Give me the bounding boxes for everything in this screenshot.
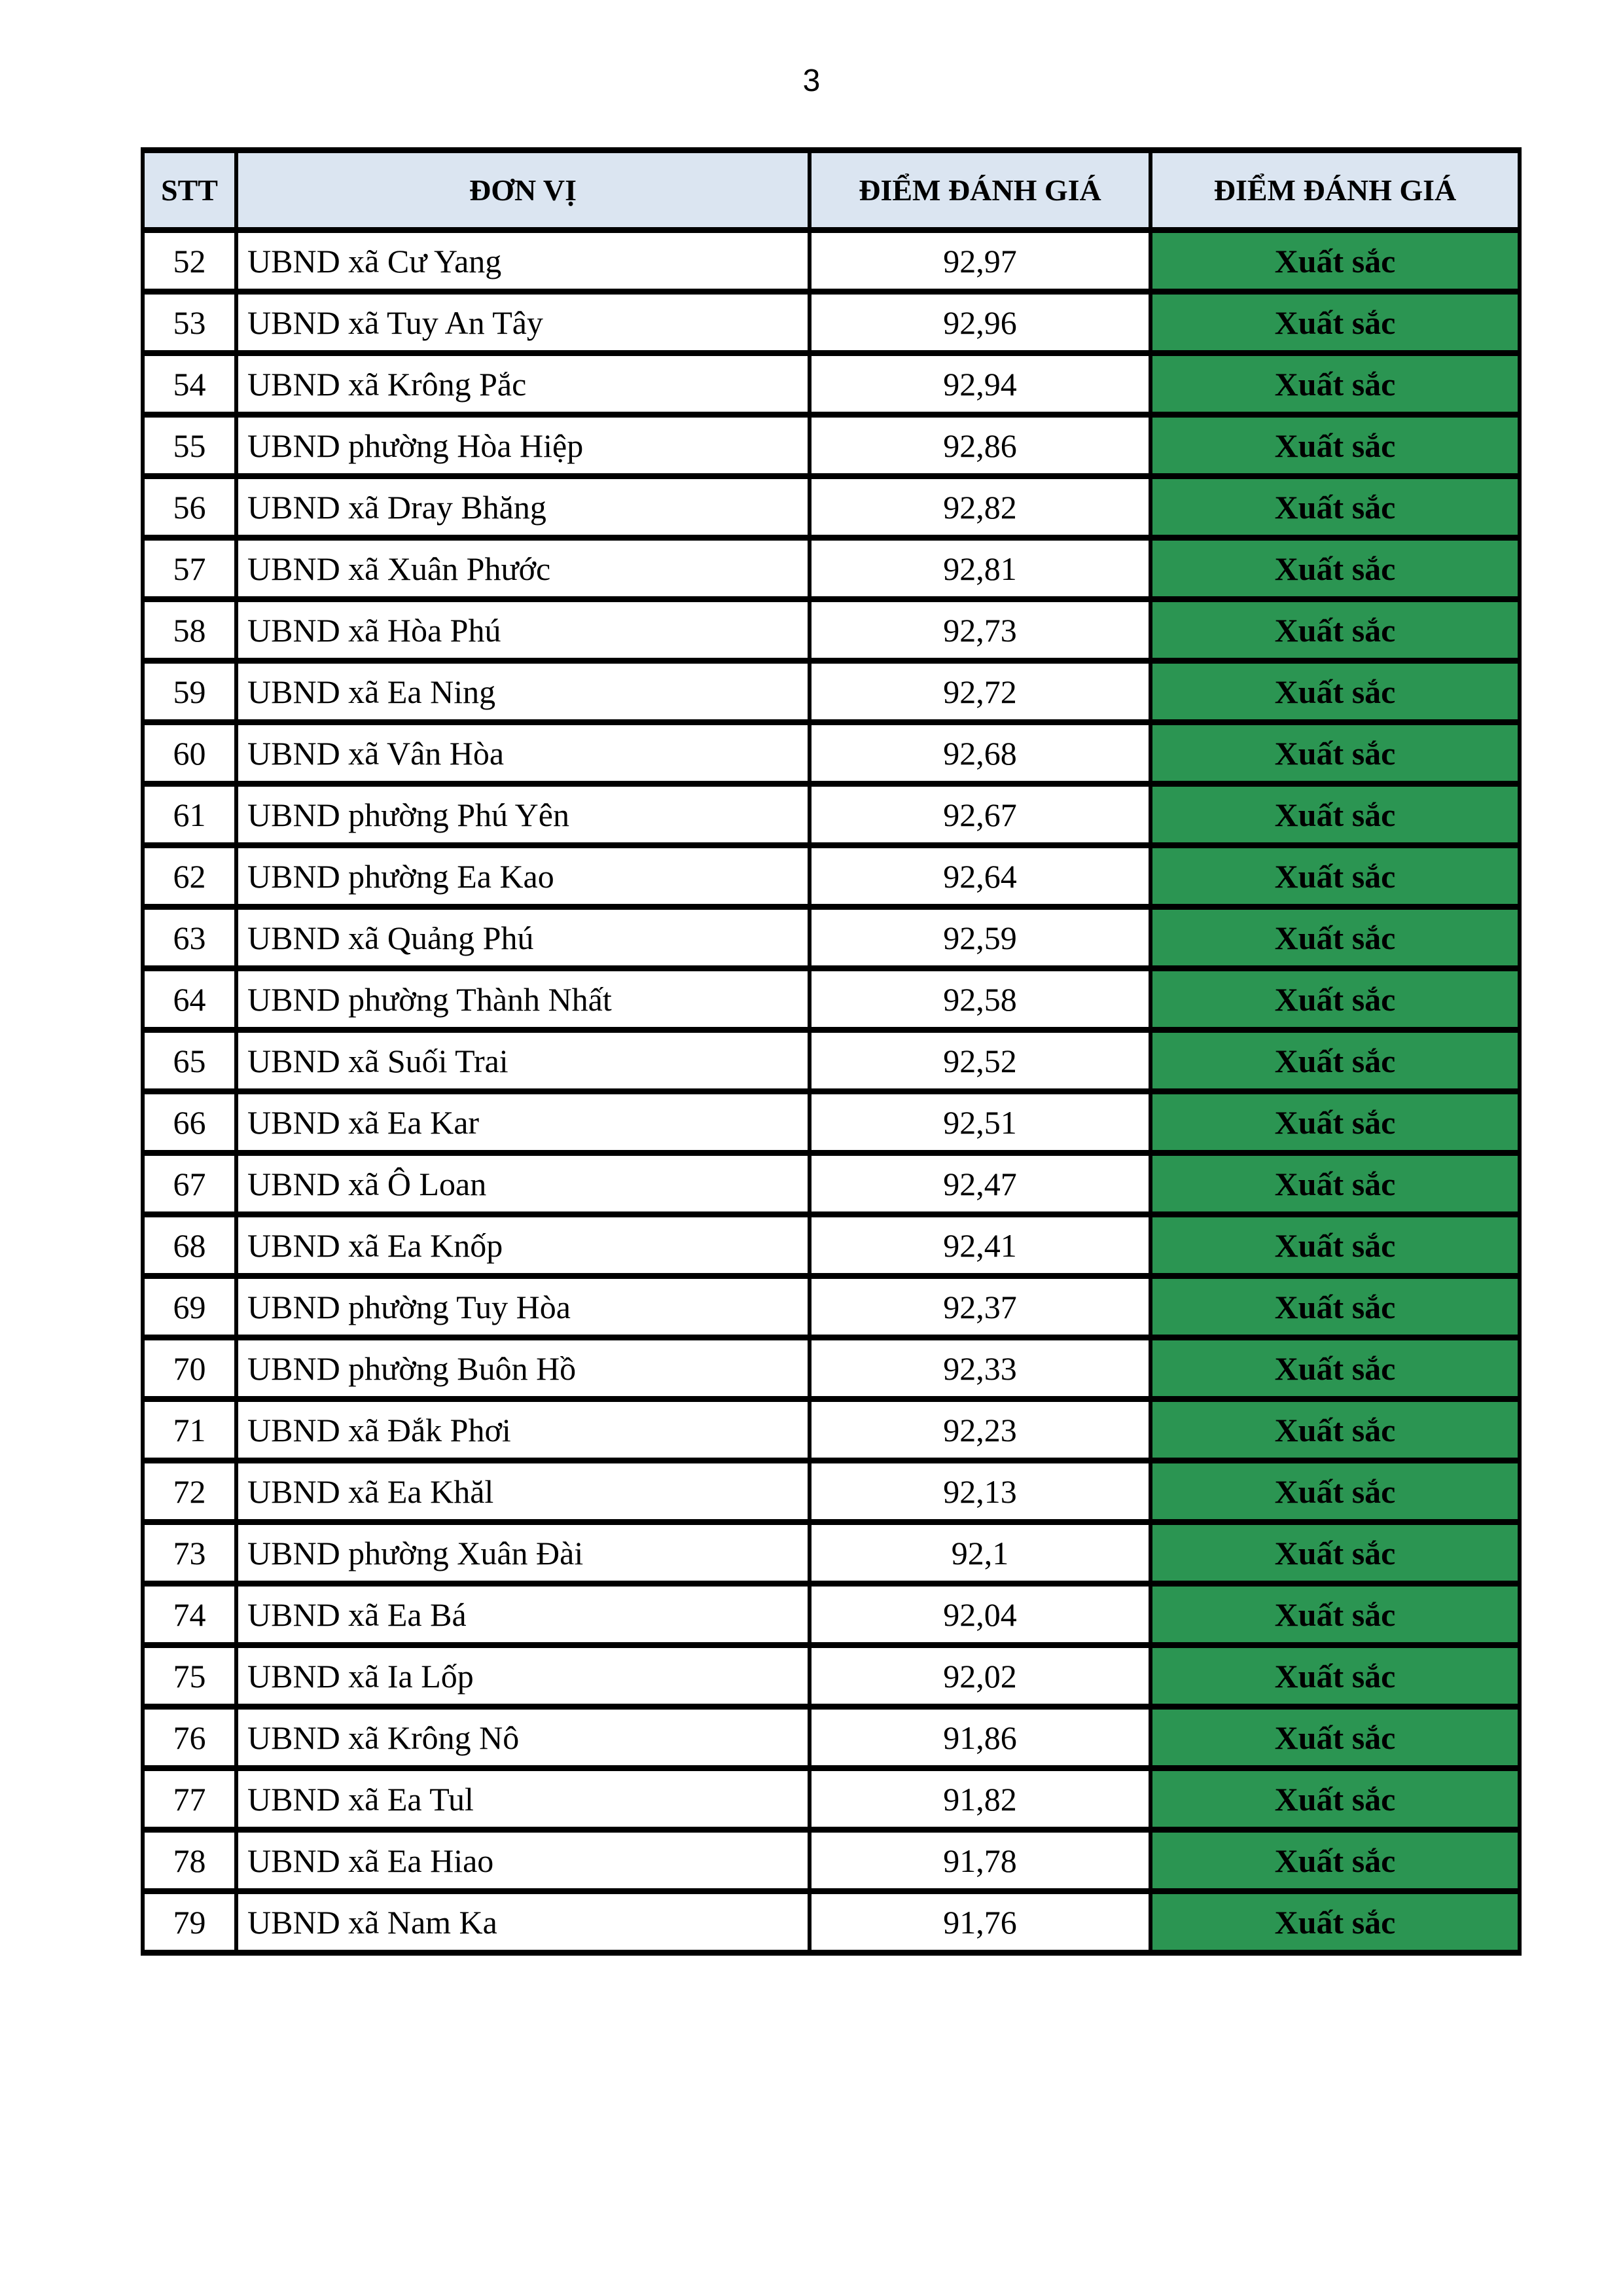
table-row [143,600,1520,661]
cell-diem: 92,72 [810,661,1150,723]
cell-xep-loai: Xuất sắc [1150,846,1520,907]
cell-diem: 92,68 [810,723,1150,784]
cell-diem: 92,67 [810,784,1150,846]
cell-don-vi: UBND phường Buôn Hồ [236,1338,810,1399]
table-row [143,1707,1520,1768]
cell-stt: 76 [143,1707,236,1768]
cell-diem: 92,23 [810,1399,1150,1461]
cell-don-vi: UBND xã Suối Trai [236,1030,810,1092]
cell-stt: 70 [143,1338,236,1399]
cell-stt: 63 [143,907,236,969]
cell-stt: 79 [143,1892,236,1953]
table-row [143,538,1520,600]
cell-xep-loai: Xuất sắc [1150,415,1520,476]
cell-don-vi: UBND xã Quảng Phú [236,907,810,969]
cell-don-vi: UBND phường Ea Kao [236,846,810,907]
cell-don-vi: UBND xã Ia Lốp [236,1645,810,1707]
cell-xep-loai: Xuất sắc [1150,661,1520,723]
cell-stt: 54 [143,353,236,415]
cell-don-vi: UBND xã Krông Pắc [236,353,810,415]
table-row [143,1645,1520,1707]
cell-diem: 92,13 [810,1461,1150,1522]
cell-xep-loai: Xuất sắc [1150,1892,1520,1953]
cell-stt: 59 [143,661,236,723]
cell-stt: 68 [143,1215,236,1276]
cell-xep-loai: Xuất sắc [1150,723,1520,784]
cell-don-vi: UBND phường Tuy Hòa [236,1276,810,1338]
table-row [143,1399,1520,1461]
cell-xep-loai: Xuất sắc [1150,1399,1520,1461]
cell-xep-loai: Xuất sắc [1150,476,1520,538]
cell-don-vi: UBND xã Dray Bhăng [236,476,810,538]
column-header-stt: STT [143,151,236,230]
cell-stt: 72 [143,1461,236,1522]
cell-don-vi: UBND xã Ô Loan [236,1153,810,1215]
cell-don-vi: UBND phường Thành Nhất [236,969,810,1030]
table-row [143,846,1520,907]
cell-xep-loai: Xuất sắc [1150,1707,1520,1768]
cell-xep-loai: Xuất sắc [1150,292,1520,353]
cell-don-vi: UBND phường Phú Yên [236,784,810,846]
cell-diem: 92,64 [810,846,1150,907]
cell-xep-loai: Xuất sắc [1150,1645,1520,1707]
ranking-table [141,147,1522,1956]
cell-don-vi: UBND xã Ea Ning [236,661,810,723]
cell-stt: 65 [143,1030,236,1092]
column-header-don-vi: ĐƠN VỊ [236,151,810,230]
cell-don-vi: UBND xã Tuy An Tây [236,292,810,353]
cell-xep-loai: Xuất sắc [1150,1768,1520,1830]
cell-diem: 92,47 [810,1153,1150,1215]
cell-xep-loai: Xuất sắc [1150,1584,1520,1645]
cell-stt: 78 [143,1830,236,1892]
cell-xep-loai: Xuất sắc [1150,1030,1520,1092]
table-row [143,661,1520,723]
cell-stt: 52 [143,230,236,292]
cell-diem: 92,52 [810,1030,1150,1092]
cell-diem: 92,02 [810,1645,1150,1707]
cell-diem: 91,78 [810,1830,1150,1892]
cell-xep-loai: Xuất sắc [1150,1153,1520,1215]
cell-don-vi: UBND xã Ea Hiao [236,1830,810,1892]
cell-stt: 58 [143,600,236,661]
cell-xep-loai: Xuất sắc [1150,907,1520,969]
page-number: 3 [802,63,821,98]
cell-xep-loai: Xuất sắc [1150,1276,1520,1338]
cell-stt: 74 [143,1584,236,1645]
cell-don-vi: UBND xã Ea Bá [236,1584,810,1645]
cell-diem: 92,59 [810,907,1150,969]
cell-stt: 62 [143,846,236,907]
cell-don-vi: UBND xã Ea Tul [236,1768,810,1830]
cell-xep-loai: Xuất sắc [1150,538,1520,600]
cell-don-vi: UBND xã Krông Nô [236,1707,810,1768]
cell-don-vi: UBND xã Ea Khăl [236,1461,810,1522]
table-row [143,907,1520,969]
cell-don-vi: UBND xã Hòa Phú [236,600,810,661]
cell-diem: 92,82 [810,476,1150,538]
table-row [143,1522,1520,1584]
cell-xep-loai: Xuất sắc [1150,1215,1520,1276]
cell-diem: 92,81 [810,538,1150,600]
table-row [143,1768,1520,1830]
cell-diem: 92,37 [810,1276,1150,1338]
table-row [143,230,1520,292]
column-header-xep-loai: ĐIỂM ĐÁNH GIÁ [1150,151,1520,230]
cell-diem: 92,58 [810,969,1150,1030]
cell-xep-loai: Xuất sắc [1150,1461,1520,1522]
table-row [143,1338,1520,1399]
table-row [143,1215,1520,1276]
cell-stt: 75 [143,1645,236,1707]
table-row [143,415,1520,476]
cell-xep-loai: Xuất sắc [1150,1830,1520,1892]
cell-stt: 77 [143,1768,236,1830]
cell-diem: 92,33 [810,1338,1150,1399]
table-row [143,1276,1520,1338]
table-row [143,1584,1520,1645]
cell-diem: 92,04 [810,1584,1150,1645]
cell-stt: 53 [143,292,236,353]
cell-don-vi: UBND phường Hòa Hiệp [236,415,810,476]
cell-don-vi: UBND xã Xuân Phước [236,538,810,600]
table-row [143,292,1520,353]
cell-diem: 92,96 [810,292,1150,353]
cell-diem: 91,82 [810,1768,1150,1830]
cell-don-vi: UBND xã Vân Hòa [236,723,810,784]
cell-stt: 71 [143,1399,236,1461]
cell-diem: 92,1 [810,1522,1150,1584]
table-row [143,1461,1520,1522]
cell-diem: 92,41 [810,1215,1150,1276]
table-header [143,151,1520,230]
cell-stt: 61 [143,784,236,846]
cell-xep-loai: Xuất sắc [1150,600,1520,661]
cell-stt: 55 [143,415,236,476]
cell-stt: 60 [143,723,236,784]
cell-xep-loai: Xuất sắc [1150,1092,1520,1153]
header-row [143,151,1520,230]
cell-stt: 57 [143,538,236,600]
cell-diem: 91,86 [810,1707,1150,1768]
table-row [143,723,1520,784]
cell-stt: 56 [143,476,236,538]
cell-don-vi: UBND xã Đắk Phơi [236,1399,810,1461]
cell-don-vi: UBND phường Xuân Đài [236,1522,810,1584]
table-body [143,230,1520,1953]
cell-don-vi: UBND xã Cư Yang [236,230,810,292]
table-row [143,1830,1520,1892]
cell-diem: 92,51 [810,1092,1150,1153]
cell-xep-loai: Xuất sắc [1150,1522,1520,1584]
table-row [143,969,1520,1030]
table-row [143,1092,1520,1153]
cell-stt: 67 [143,1153,236,1215]
cell-don-vi: UBND xã Nam Ka [236,1892,810,1953]
cell-stt: 69 [143,1276,236,1338]
column-header-diem-danh-gia: ĐIỂM ĐÁNH GIÁ [810,151,1150,230]
cell-stt: 73 [143,1522,236,1584]
cell-xep-loai: Xuất sắc [1150,969,1520,1030]
cell-xep-loai: Xuất sắc [1150,1338,1520,1399]
cell-xep-loai: Xuất sắc [1150,353,1520,415]
table-row [143,784,1520,846]
table-row [143,1153,1520,1215]
cell-diem: 92,86 [810,415,1150,476]
cell-diem: 91,76 [810,1892,1150,1953]
cell-diem: 92,97 [810,230,1150,292]
cell-don-vi: UBND xã Ea Knốp [236,1215,810,1276]
cell-diem: 92,73 [810,600,1150,661]
cell-stt: 66 [143,1092,236,1153]
cell-xep-loai: Xuất sắc [1150,230,1520,292]
table-row [143,476,1520,538]
cell-don-vi: UBND xã Ea Kar [236,1092,810,1153]
table-row [143,1030,1520,1092]
cell-stt: 64 [143,969,236,1030]
cell-xep-loai: Xuất sắc [1150,784,1520,846]
table-row [143,1892,1520,1953]
cell-diem: 92,94 [810,353,1150,415]
table-row [143,353,1520,415]
